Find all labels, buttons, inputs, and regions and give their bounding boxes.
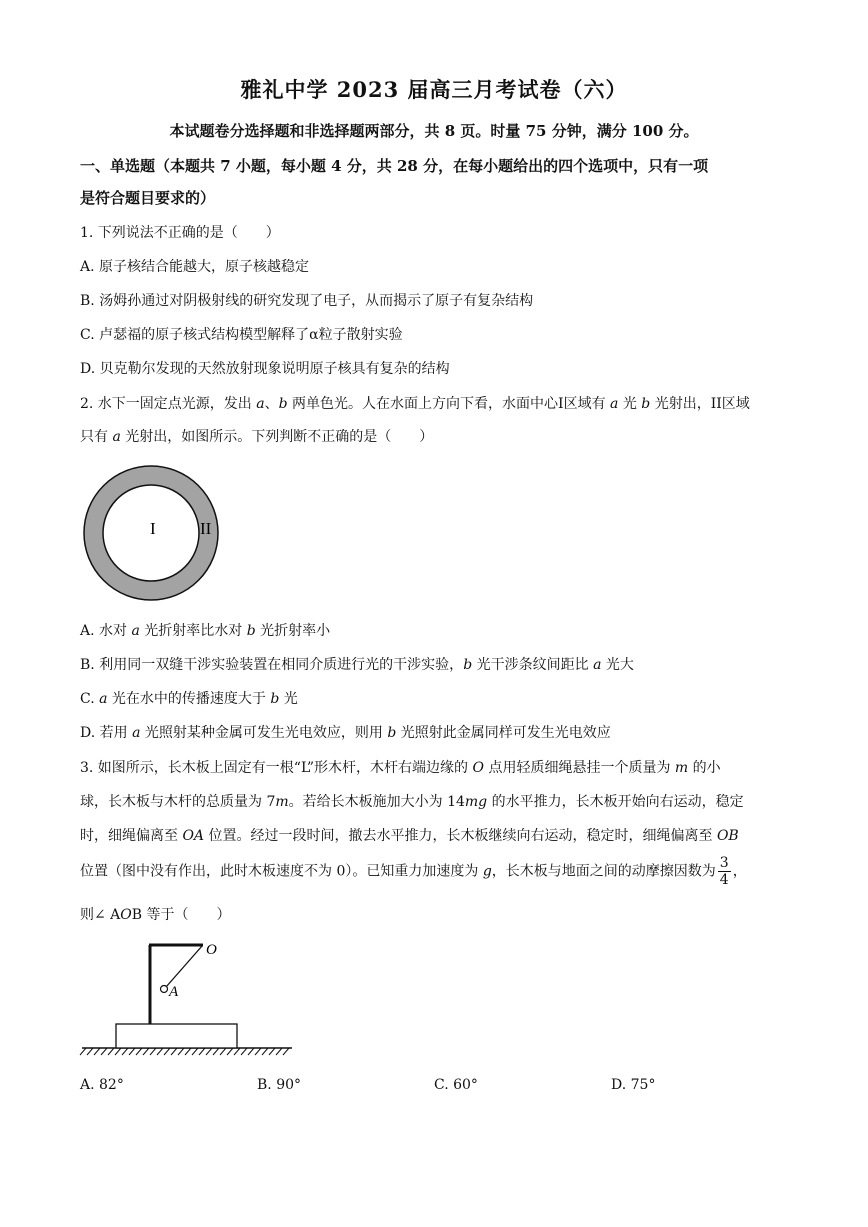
q3-stem-line5: 则∠ AOB 等于（ ） bbox=[80, 907, 231, 923]
hatch-stroke bbox=[164, 1048, 170, 1055]
string-oa bbox=[166, 946, 202, 987]
region-ii-label: II bbox=[200, 519, 212, 538]
q1-stem: 1. 下列说法不正确的是（ ） bbox=[80, 225, 280, 241]
hatch-stroke bbox=[199, 1048, 205, 1055]
q3-option-b: B. 90° bbox=[257, 1077, 302, 1093]
q2-option-b: B. 利用同一双缝干涉实验装置在相同介质进行光的干涉实验，b 光干涉条纹间距比 a 光大 bbox=[80, 657, 634, 673]
q3-stem-line2: 球，长木板与木杆的总质量为 7m。若给长木板施加大小为 14mg 的水平推力，长木板开始向右运动，稳定 bbox=[80, 794, 744, 810]
hatch-stroke bbox=[283, 1048, 289, 1055]
q3-stem-line4: 位置（图中没有作出，此时木板速度不为 0）。已知重力加速度为 g，长木板与地面之间的动摩擦因数为 $\frac{3}{4}$ ， bbox=[80, 855, 747, 888]
hatch-stroke bbox=[255, 1048, 261, 1055]
hatch-stroke bbox=[234, 1048, 240, 1055]
q2-option-d: D. 若用 a 光照射某种金属可发生光电效应，则用 b 光照射此金属同样可发生光电效应 bbox=[80, 725, 611, 741]
hatch-stroke bbox=[115, 1048, 121, 1055]
q3-stem-line1: 3. 如图所示，长木板上固定有一根“L”形木杆，木杆右端边缘的 O 点用轻质细绳悬挂一个质量为 m 的小 bbox=[80, 760, 721, 776]
q2-option-c: C. a 光在水中的传播速度大于 b 光 bbox=[80, 691, 298, 707]
long-board bbox=[116, 1024, 237, 1048]
small-ball bbox=[161, 986, 168, 993]
point-a-label: A bbox=[169, 984, 179, 1000]
page-title: 雅礼中学 2023 届高三月考试卷（六） bbox=[240, 77, 628, 102]
hatch-stroke bbox=[248, 1048, 254, 1055]
q1-option-d: D. 贝克勒尔发现的天然放射现象说明原子核具有复杂的结构 bbox=[80, 361, 450, 377]
hatch-stroke bbox=[269, 1048, 275, 1055]
hatch-stroke bbox=[150, 1048, 156, 1055]
q3-option-c: C. 60° bbox=[434, 1077, 478, 1093]
exam-instructions: 本试题卷分选择题和非选择题两部分，共 8 页。时量 75 分钟，满分 100 分。 bbox=[169, 122, 699, 140]
section-heading-line2: 是符合题目要求的） bbox=[80, 189, 216, 207]
hatch-stroke bbox=[276, 1048, 282, 1055]
hatch-stroke bbox=[80, 1048, 86, 1055]
hatch-stroke bbox=[241, 1048, 247, 1055]
hatch-stroke bbox=[213, 1048, 219, 1055]
hatch-stroke bbox=[101, 1048, 107, 1055]
q3-option-a: A. 82° bbox=[80, 1077, 124, 1093]
q2-stem-line1: 2. 水下一固定点光源，发出 a、b 两单色光。人在水面上方向下看，水面中心I区域有 a 光 b 光射出，II区域 bbox=[80, 396, 750, 412]
friction-coefficient-fraction: $\frac{3}{4}$ bbox=[719, 855, 729, 888]
ground-hatching bbox=[80, 1048, 289, 1055]
hatch-stroke bbox=[178, 1048, 184, 1055]
hatch-stroke bbox=[143, 1048, 149, 1055]
q2-option-a: A. 水对 a 光折射率比水对 b 光折射率小 bbox=[80, 623, 331, 639]
hatch-stroke bbox=[157, 1048, 163, 1055]
hatch-stroke bbox=[129, 1048, 135, 1055]
q3-stem-line3: 时，细绳偏离至 OA 位置。经过一段时间，撤去水平推力，长木板继续向右运动，稳定时，细绳偏离至 OB bbox=[80, 828, 739, 844]
section-heading-line1: 一、单选题（本题共 7 小题，每小题 4 分，共 28 分，在每小题给出的四个选项中，只有一项 bbox=[80, 157, 709, 175]
hatch-stroke bbox=[185, 1048, 191, 1055]
q2-stem-line2: 只有 a 光射出，如图所示。下列判断不正确的是（ ） bbox=[80, 429, 434, 445]
hatch-stroke bbox=[171, 1048, 177, 1055]
hatch-stroke bbox=[192, 1048, 198, 1055]
q1-option-c: C. 卢瑟福的原子核式结构模型解释了α粒子散射实验 bbox=[80, 327, 403, 343]
hatch-stroke bbox=[136, 1048, 142, 1055]
region-i-label: I bbox=[150, 519, 156, 538]
point-o-label: O bbox=[206, 942, 217, 958]
q1-option-b: B. 汤姆孙通过对阴极射线的研究发现了电子，从而揭示了原子有复杂结构 bbox=[80, 293, 534, 309]
hatch-stroke bbox=[108, 1048, 114, 1055]
hatch-stroke bbox=[227, 1048, 233, 1055]
hatch-stroke bbox=[262, 1048, 268, 1055]
hatch-stroke bbox=[220, 1048, 226, 1055]
q1-option-a: A. 原子核结合能越大，原子核越稳定 bbox=[80, 259, 310, 275]
hatch-stroke bbox=[122, 1048, 128, 1055]
q3-board-figure bbox=[78, 938, 300, 1058]
q3-option-d: D. 75° bbox=[611, 1077, 656, 1093]
hatch-stroke bbox=[206, 1048, 212, 1055]
q2-ring-figure bbox=[80, 462, 230, 604]
hatch-stroke bbox=[94, 1048, 100, 1055]
hatch-stroke bbox=[87, 1048, 93, 1055]
